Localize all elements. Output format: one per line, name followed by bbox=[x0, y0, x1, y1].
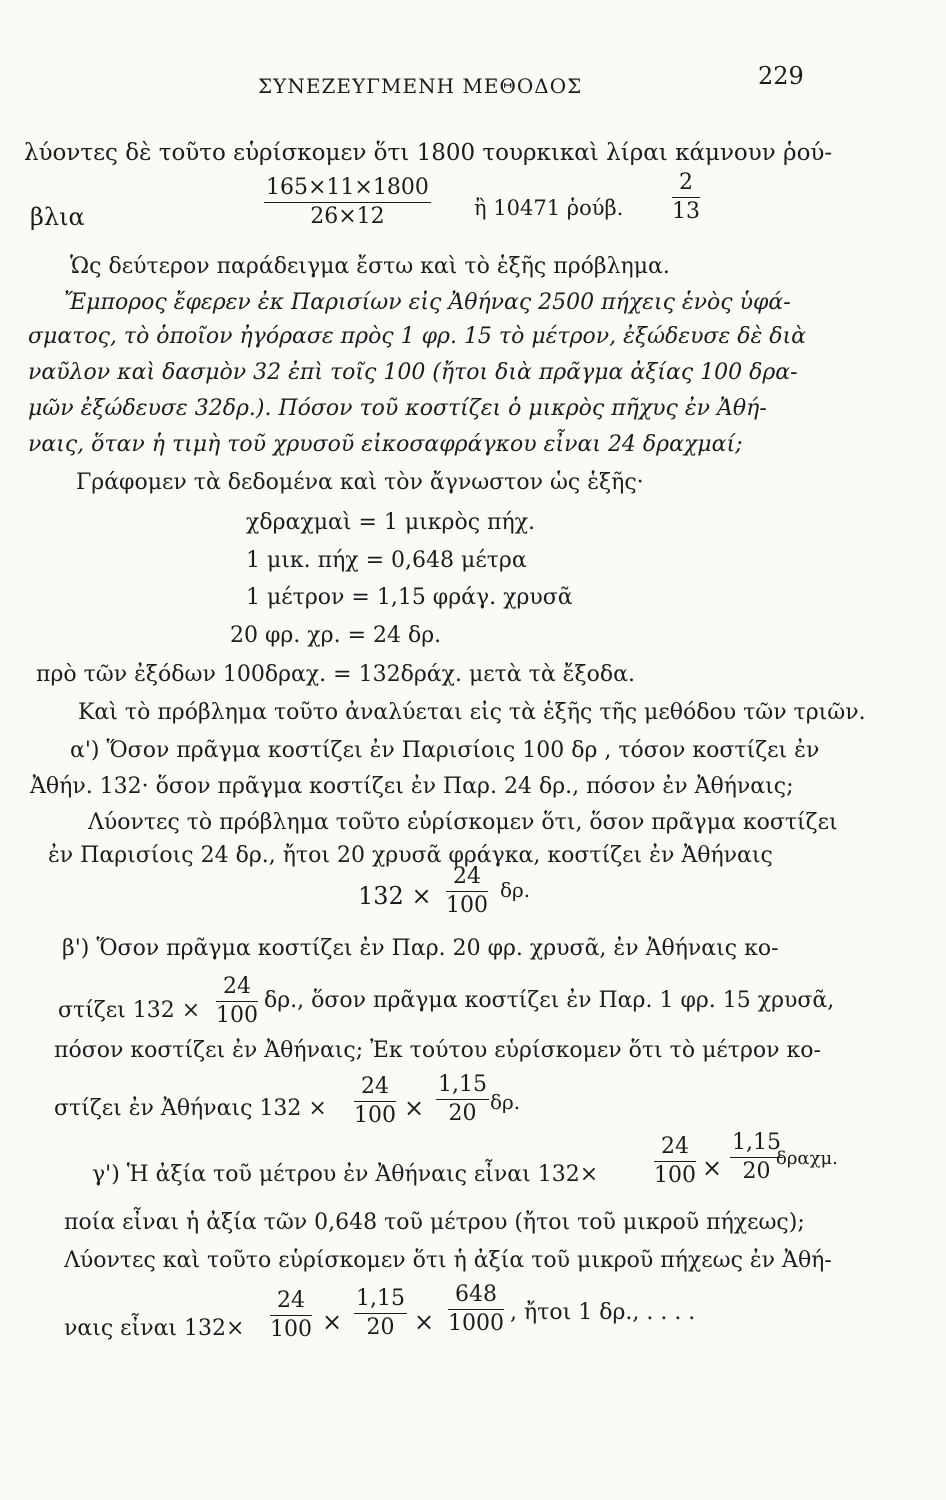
fraction-denominator: 20 bbox=[366, 1315, 395, 1340]
multiply-sign: × bbox=[322, 1308, 343, 1336]
text-line-19-left: γ') Ἡ ἀξία τοῦ μέτρου ἐν Ἀθήναις εἶναι 132× bbox=[92, 1162, 599, 1187]
text-line-16-left: στίζει 132 × bbox=[58, 998, 201, 1023]
given-line-5: πρὸ τῶν ἐξόδων 100δραχ. = 132δράχ. μετὰ τὰ ἔξοδα. bbox=[36, 662, 635, 687]
text-line-6: ναῦλον καὶ δασμὸν 32 ἐπὶ τοῖς 100 (ἤτοι διὰ πρᾶγμα ἀξίας 100 δρα- bbox=[28, 360, 798, 385]
text-line-17: πόσον κοστίζει ἐν Ἀθήναις; Ἐκ τούτου εὑρίσκομεν ὅτι τὸ μέτρον κο- bbox=[54, 1038, 821, 1063]
fraction-24-100 bbox=[654, 1136, 696, 1187]
fraction-numerator: 24 bbox=[446, 866, 488, 892]
fraction-numerator: 24 bbox=[654, 1136, 696, 1162]
fraction-numerator: 2 bbox=[672, 172, 700, 198]
text-line-14: ἐν Παρισίοις 24 δρ., ἤτοι 20 χρυσᾶ φράγκα, κοστίζει ἐν Ἀθήναις bbox=[48, 843, 773, 868]
fraction-24-100 bbox=[216, 976, 258, 1027]
text-line-22-left: ναις εἶναι 132× bbox=[64, 1316, 245, 1341]
text-line-12: Ἀθήν. 132· ὅσον πρᾶγμα κοστίζει ἐν Παρ. 24 δρ., πόσον ἐν Ἀθήναις; bbox=[30, 774, 794, 799]
result-rubles: ἢ 10471 ῥούβ. bbox=[474, 196, 624, 220]
text-line-5: σματος, τὸ ὁποῖον ἠγόρασε πρὸς 1 φρ. 15 τὸ μέτρον, ἐξώδευσε δὲ διὰ bbox=[28, 324, 807, 349]
multiply-sign: × bbox=[404, 1094, 425, 1122]
fraction-24-100 bbox=[446, 866, 488, 917]
fraction-numerator: 24 bbox=[270, 1290, 312, 1316]
fraction-24-100 bbox=[354, 1076, 396, 1127]
text-line-13: Λύοντες τὸ πρόβλημα τοῦτο εὑρίσκομεν ὅτι, ὅσον πρᾶγμα κοστίζει bbox=[88, 810, 838, 835]
text-line-8: ναις, ὅταν ἡ τιμὴ τοῦ χρυσοῦ εἰκοσαφράγκου εἶναι 24 δραχμαί; bbox=[28, 432, 743, 457]
page-number: 229 bbox=[758, 62, 804, 90]
text-line-7: μῶν ἐξώδευσε 32δρ.). Πόσον τοῦ κοστίζει ὁ μικρὸς πῆχυς ἐν Ἀθή- bbox=[28, 396, 767, 421]
fraction-denominator: 100 bbox=[446, 893, 488, 918]
equation-1-left: 132 × bbox=[358, 882, 432, 910]
text-line-3: Ὡς δεύτερον παράδειγμα ἔστω καὶ τὸ ἑξῆς πρόβλημα. bbox=[70, 254, 670, 279]
fraction-denominator: 20 bbox=[742, 1159, 771, 1184]
fraction-165x11x1800 bbox=[264, 177, 431, 228]
running-header: ΣΥΝΕΖΕΥΓΜΕΝΗ ΜΕΘΟΔΟΣ bbox=[258, 74, 583, 98]
multiply-sign: × bbox=[414, 1308, 435, 1336]
given-line-1: χδραχμαὶ = 1 μικρὸς πήχ. bbox=[246, 510, 536, 535]
fraction-numerator: 165×11×1800 bbox=[264, 177, 431, 203]
fraction-denominator: 100 bbox=[654, 1163, 696, 1188]
text-line-9: Γράφομεν τὰ δεδομένα καὶ τὸν ἄγνωστον ὡς ἑξῆς· bbox=[76, 470, 644, 495]
fraction-denominator: 13 bbox=[672, 199, 700, 224]
fraction-648-1000 bbox=[448, 1284, 504, 1335]
given-line-3: 1 μέτρον = 1,15 φράγ. χρυσᾶ bbox=[246, 585, 573, 610]
text-line-21: Λύοντες καὶ τοῦτο εὑρίσκομεν ὅτι ἡ ἀξία τοῦ μικροῦ πήχεως ἐν Ἀθή- bbox=[64, 1248, 832, 1273]
equation-1-right: δρ. bbox=[500, 878, 531, 902]
fraction-denominator: 20 bbox=[448, 1101, 477, 1126]
text-line-11: α') Ὅσον πρᾶγμα κοστίζει ἐν Παρισίοις 100 δρ , τόσον κοστίζει ἐν bbox=[70, 738, 820, 763]
text-line-18-right: δρ. bbox=[490, 1090, 521, 1114]
text-line-22-right: , ἤτοι 1 δρ., . . . . bbox=[510, 1300, 696, 1325]
fraction-numerator: 1,15 bbox=[436, 1074, 489, 1100]
given-line-4: 20 φρ. χρ. = 24 δρ. bbox=[230, 623, 442, 648]
text-line-10: Καὶ τὸ πρόβλημα τοῦτο ἀναλύεται εἰς τὰ ἑξῆς τῆς μεθόδου τῶν τριῶν. bbox=[78, 700, 866, 725]
fraction-1,15-20 bbox=[354, 1288, 407, 1339]
fraction-2-13 bbox=[672, 172, 700, 223]
fraction-numerator: 648 bbox=[448, 1284, 504, 1310]
text-line-16-right: δρ., ὅσον πρᾶγμα κοστίζει ἐν Παρ. 1 φρ. 15 χρυσᾶ, bbox=[264, 988, 835, 1013]
text-line-15: β') Ὅσον πρᾶγμα κοστίζει ἐν Παρ. 20 φρ. χρυσᾶ, ἐν Ἀθήναις κο- bbox=[62, 936, 779, 961]
text-line-1: λύοντες δὲ τοῦτο εὑρίσκομεν ὅτι 1800 τουρκικαὶ λίραι κάμνουν ῥού- bbox=[24, 140, 833, 166]
fraction-24-100 bbox=[270, 1290, 312, 1341]
text-line-2-left: βλια bbox=[30, 203, 85, 231]
text-line-18-left: στίζει ἐν Ἀθήναις 132 × bbox=[54, 1096, 327, 1121]
fraction-numerator: 1,15 bbox=[354, 1288, 407, 1314]
fraction-denominator: 100 bbox=[270, 1317, 312, 1342]
multiply-sign: × bbox=[702, 1154, 723, 1182]
fraction-denominator: 1000 bbox=[448, 1311, 504, 1336]
given-line-2: 1 μικ. πήχ = 0,648 μέτρα bbox=[246, 548, 527, 573]
fraction-1,15-20 bbox=[436, 1074, 489, 1125]
fraction-denominator: 26×12 bbox=[310, 204, 385, 229]
fraction-numerator: 24 bbox=[216, 976, 258, 1002]
text-line-20: ποία εἶναι ἡ ἀξία τῶν 0,648 τοῦ μέτρου (ἤτοι τοῦ μικροῦ πήχεως); bbox=[64, 1210, 805, 1235]
fraction-denominator: 100 bbox=[354, 1103, 396, 1128]
fraction-numerator: 1,15 bbox=[730, 1132, 783, 1158]
text-line-4: Ἔμπορος ἔφερεν ἐκ Παρισίων εἰς Ἀθήνας 2500 πήχεις ἑνὸς ὑφά- bbox=[64, 290, 791, 315]
text-line-19-right: δραχμ. bbox=[776, 1148, 838, 1169]
fraction-denominator: 100 bbox=[216, 1003, 258, 1028]
fraction-numerator: 24 bbox=[354, 1076, 396, 1102]
